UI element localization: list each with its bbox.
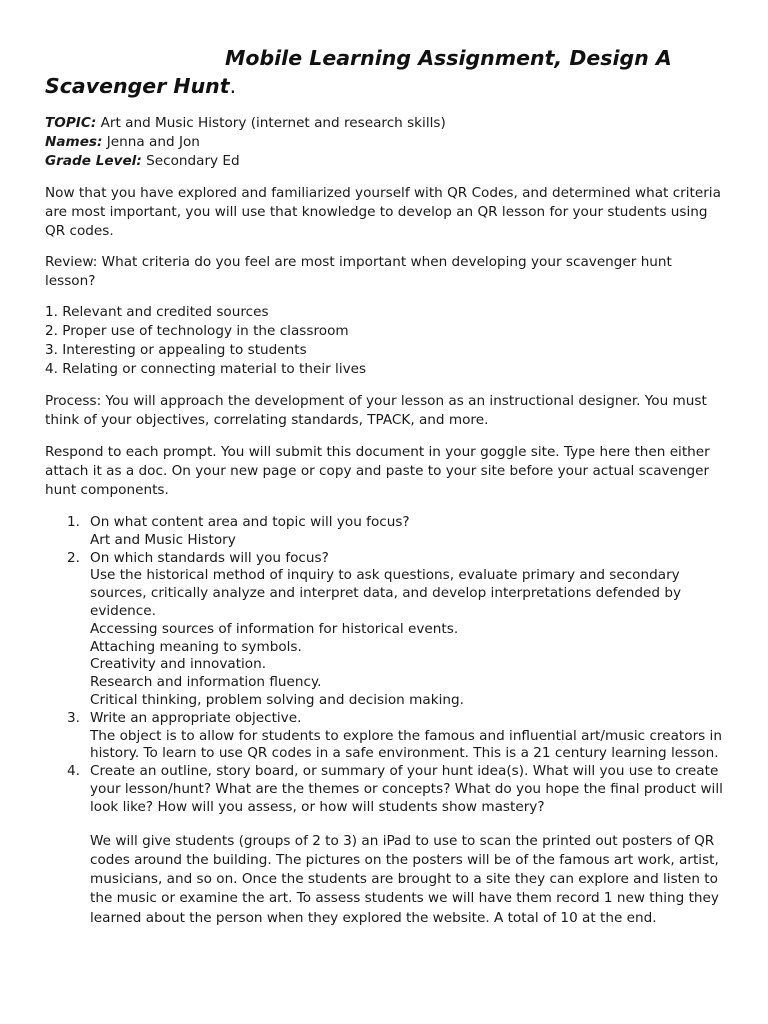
topic-value: Art and Music History (internet and research skills)	[100, 115, 446, 131]
names-line	[45, 133, 725, 152]
names-value: Jenna and Jon	[106, 134, 200, 150]
grade-line	[45, 152, 725, 171]
criteria-item: 4. Relating or connecting material to their lives	[45, 361, 367, 377]
prompt-number: 2.	[67, 549, 80, 566]
prompt-question: Create an outline, story board, or summary of your hunt idea(s). What will you use to create your lesson/hunt? What are the themes or concepts? What do you hope the final product will look like? How will you assess, or how will students show mastery?	[90, 763, 723, 815]
prompt-answer: Art and Music History	[90, 531, 236, 548]
hunt-summary: We will give students (groups of 2 to 3) an iPad to use to scan the printed out posters of QR codes around the building. The pictures on the posters will be of the famous art work, artist, musicians, and so on. Once the students are brought to a site they can explore and listen to the music or examine the art. To assess students we will have them record 1 new thing they learned about the person when they explored the website. A total of 10 at the end.	[90, 832, 719, 926]
criteria-list	[45, 303, 725, 379]
prompt-question: Write an appropriate objective.	[90, 709, 302, 726]
prompt-question: On what content area and topic will you focus?	[90, 514, 410, 530]
prompt-answer: Accessing sources of information for historical events.	[90, 620, 459, 637]
prompt-answer: Critical thinking, problem solving and decision making.	[90, 691, 464, 708]
names-label: Names:	[45, 134, 103, 150]
document-title	[45, 44, 725, 100]
title-line-2	[45, 72, 725, 100]
respond-paragraph: Respond to each prompt. You will submit this document in your goggle site. Type here then either attach it as a doc. On your new page or copy and paste to your site before your actual scavenger hunt components.	[45, 444, 710, 498]
prompt-item-3	[45, 710, 725, 763]
intro-paragraph: Now that you have explored and familiarized yourself with QR Codes, and determined what criteria are most important, you will use that knowledge to develop an QR lesson for your students using QR codes.	[45, 185, 721, 239]
prompt-number: 3.	[67, 709, 80, 726]
prompt-answer: Research and information fluency.	[90, 674, 322, 691]
review-paragraph: Review: What criteria do you feel are most important when developing your scavenger hunt lesson?	[45, 254, 672, 289]
prompt-number: 1.	[67, 514, 80, 530]
title-line-2-text: Scavenger Hunt	[45, 74, 230, 98]
topic-label: TOPIC:	[45, 115, 97, 131]
criteria-item: 3. Interesting or appealing to students	[45, 342, 307, 358]
meta-block	[45, 114, 725, 171]
prompt-answer: Creativity and innovation.	[90, 656, 267, 673]
prompt-item-4	[45, 763, 725, 928]
prompt-answer: Attaching meaning to symbols.	[90, 638, 302, 655]
prompt-number: 4.	[67, 763, 80, 780]
prompts-list	[45, 514, 725, 928]
criteria-item: 1. Relevant and credited sources	[45, 304, 269, 320]
process-paragraph: Process: You will approach the development of your lesson as an instructional designer. You must think of your objectives, correlating standards, TPACK, and more.	[45, 393, 707, 428]
prompt-answer: The object is to allow for students to explore the famous and influential art/music creators in history. To learn to use QR codes in a safe environment. This is a 21 century learning lesson.	[90, 727, 722, 762]
title-period: .	[229, 74, 237, 98]
prompt-question: On which standards will you focus?	[90, 549, 329, 566]
title-line-1: Mobile Learning Assignment, Design A	[225, 46, 672, 70]
grade-value: Secondary Ed	[146, 153, 240, 169]
criteria-item: 2. Proper use of technology in the classroom	[45, 323, 349, 339]
prompt-answer: Use the historical method of inquiry to ask questions, evaluate primary and secondary sources, critically analyze and interpret data, and develop interpretations defended by evidence.	[90, 567, 681, 619]
prompt-item-2	[45, 550, 725, 710]
grade-label: Grade Level:	[45, 153, 142, 169]
document-page	[45, 44, 725, 928]
prompt-item-1	[45, 514, 725, 550]
topic-line	[45, 114, 725, 133]
